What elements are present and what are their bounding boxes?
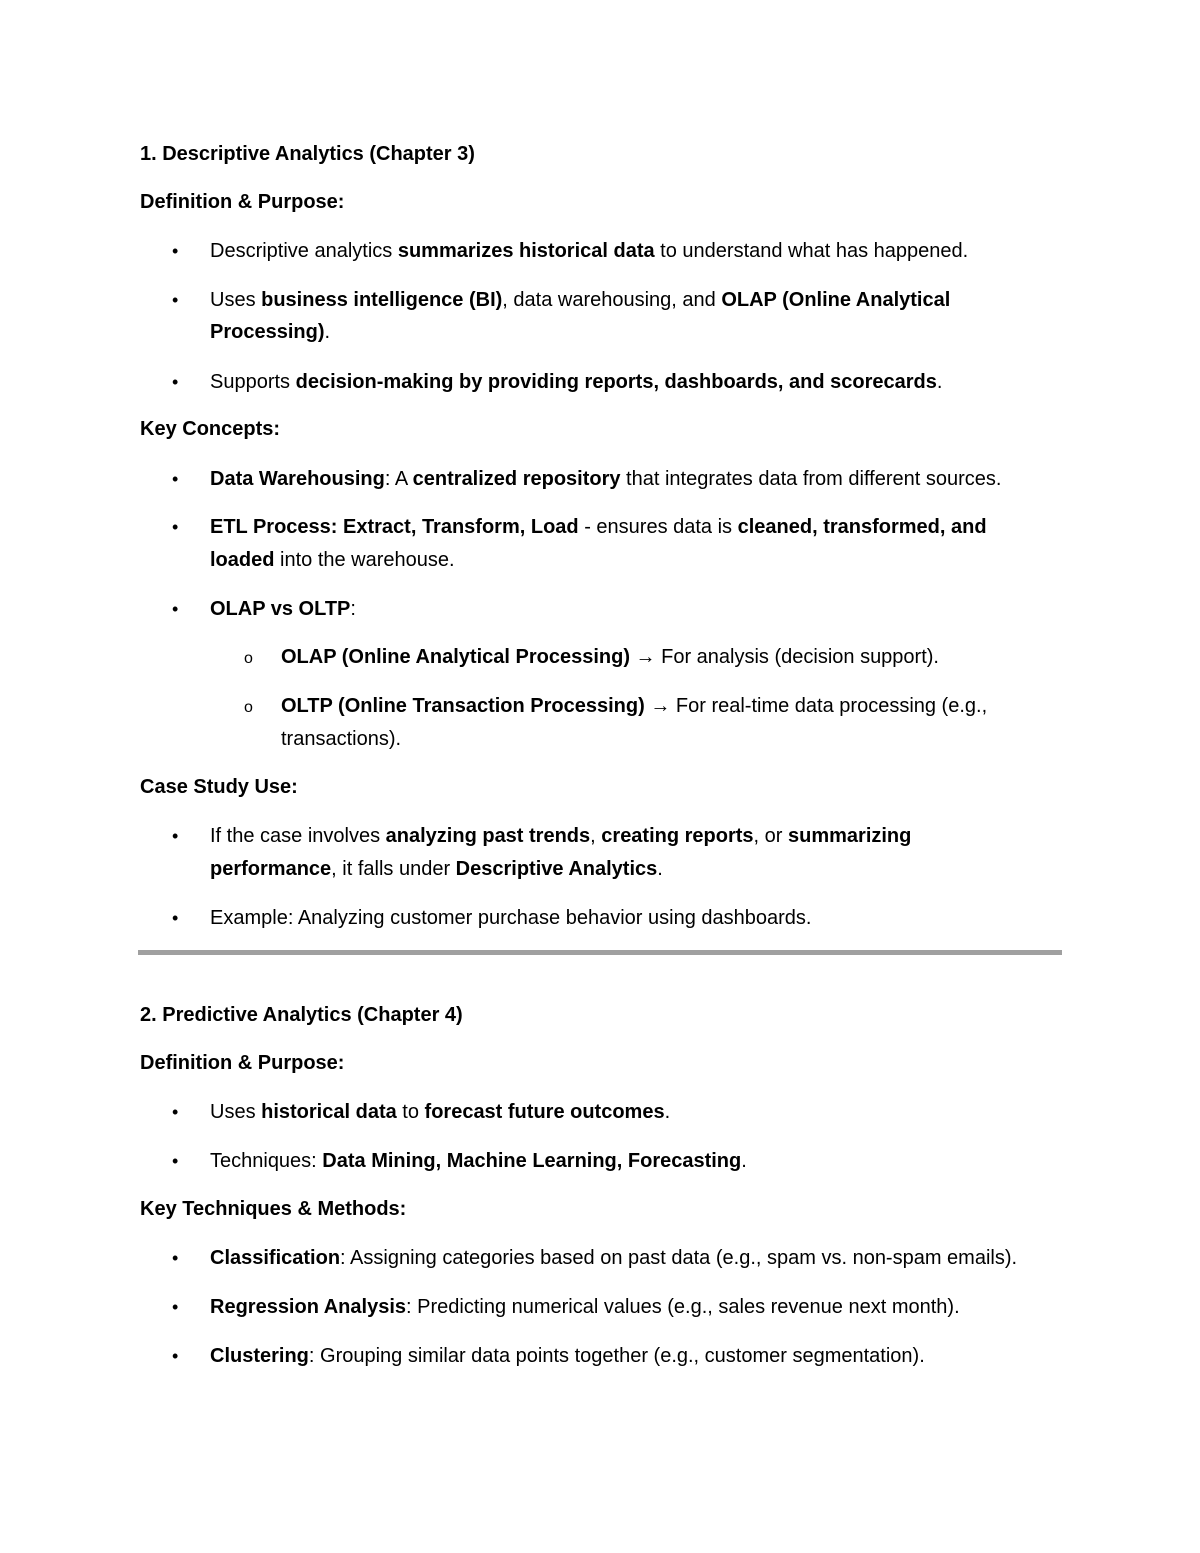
bullet: • xyxy=(172,1346,179,1366)
list-item: Techniques: Data Mining, Machine Learning, Forecasting. xyxy=(210,1150,747,1172)
case-study-heading: Case Study Use: xyxy=(140,776,298,798)
sub-list-item: OLTP (Online Transaction Processing) → For real-time data processing (e.g., xyxy=(281,695,988,717)
definition-heading: Definition & Purpose: xyxy=(140,1052,345,1074)
bullet: • xyxy=(172,517,179,537)
bullet: • xyxy=(172,241,179,261)
list-item: OLAP vs OLTP: xyxy=(210,598,356,620)
bullet: • xyxy=(172,1297,179,1317)
bullet: • xyxy=(172,1102,179,1122)
list-item: Data Warehousing: A centralized repository that integrates data from different sources. xyxy=(210,468,1002,490)
bullet: • xyxy=(172,1151,179,1171)
bullet: • xyxy=(172,290,179,310)
list-item-continued: performance, it falls under Descriptive Analytics. xyxy=(210,858,663,880)
list-item: Uses historical data to forecast future outcomes. xyxy=(210,1101,671,1123)
sub-bullet: o xyxy=(244,650,253,667)
sub-bullet: o xyxy=(244,699,253,716)
section-2-title: 2. Predictive Analytics (Chapter 4) xyxy=(140,1004,463,1026)
bullet: • xyxy=(172,469,179,489)
bullet: • xyxy=(172,599,179,619)
list-item: If the case involves analyzing past trends, creating reports, or summarizing xyxy=(210,825,912,847)
list-item: Regression Analysis: Predicting numerical values (e.g., sales revenue next month). xyxy=(210,1296,960,1318)
key-techniques-heading: Key Techniques & Methods: xyxy=(140,1198,407,1220)
list-item-continued: loaded into the warehouse. xyxy=(210,549,455,571)
bullet: • xyxy=(172,908,179,928)
horizontal-divider xyxy=(138,950,1062,955)
sub-list-item-continued: transactions). xyxy=(281,728,402,750)
bullet: • xyxy=(172,826,179,846)
list-item: Example: Analyzing customer purchase behavior using dashboards. xyxy=(210,907,812,929)
list-item: Descriptive analytics summarizes historical data to understand what has happened. xyxy=(210,240,969,262)
list-item: Clustering: Grouping similar data points together (e.g., customer segmentation). xyxy=(210,1345,925,1367)
list-item: Uses business intelligence (BI), data warehousing, and OLAP (Online Analytical xyxy=(210,289,951,311)
key-concepts-heading: Key Concepts: xyxy=(140,418,281,440)
list-item: Supports decision-making by providing reports, dashboards, and scorecards. xyxy=(210,371,943,393)
list-item: Classification: Assigning categories based on past data (e.g., spam vs. non-spam emails). xyxy=(210,1247,1018,1269)
list-item: ETL Process: Extract, Transform, Load - ensures data is cleaned, transformed, and xyxy=(210,516,987,538)
bullet: • xyxy=(172,372,179,392)
section-1-title: 1. Descriptive Analytics (Chapter 3) xyxy=(140,143,475,165)
bullet: • xyxy=(172,1248,179,1268)
list-item-continued: Processing). xyxy=(210,321,331,343)
definition-heading: Definition & Purpose: xyxy=(140,191,345,213)
sub-list-item: OLAP (Online Analytical Processing) → For analysis (decision support). xyxy=(281,646,939,668)
